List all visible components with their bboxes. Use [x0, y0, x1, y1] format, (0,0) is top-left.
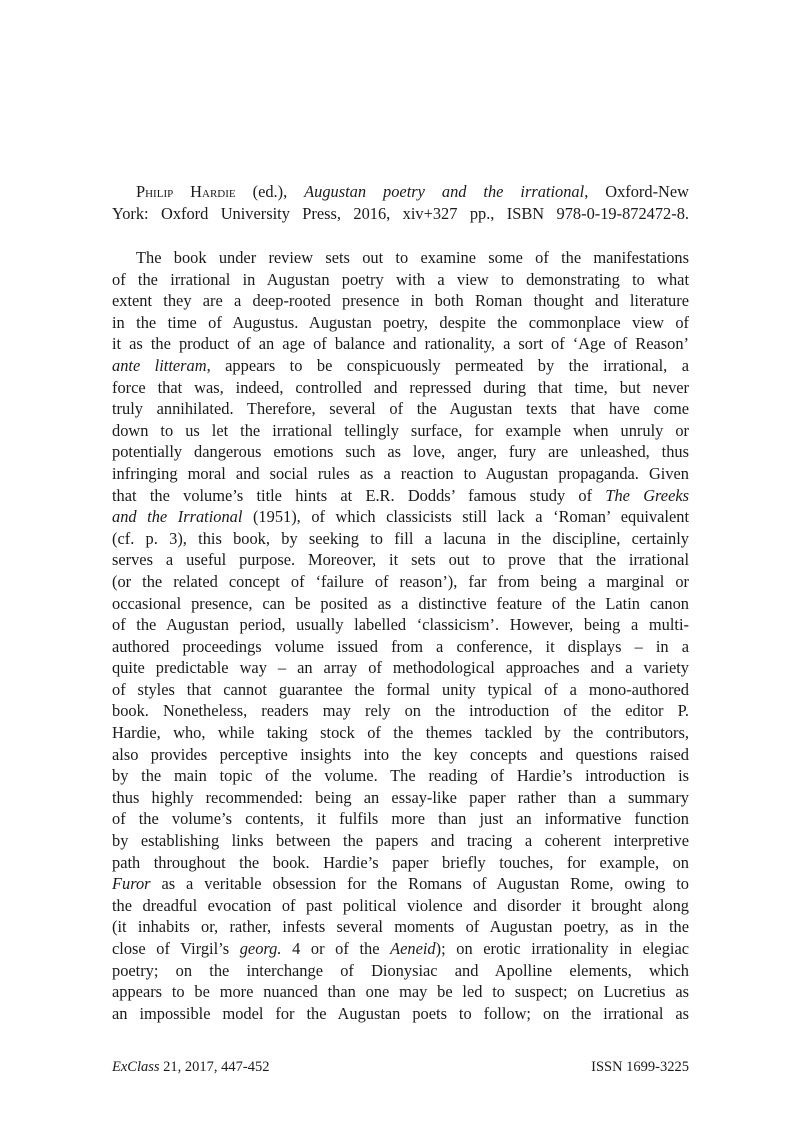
italic-text: The Greeks — [605, 485, 689, 505]
text-segment: The book under review sets out to examine some of the manifestations — [136, 248, 689, 267]
page-footer — [112, 1059, 689, 1076]
italic-text: and the Irrational — [112, 507, 243, 527]
body-line — [112, 485, 689, 507]
text-segment: by establishing links between the papers and tracing a coherent interpretive — [112, 831, 689, 851]
text-segment: by the main topic of the volume. The reading of Hardie’s introduction is — [112, 766, 689, 786]
body-line — [112, 938, 689, 960]
text-segment: it as the product of an age of balance and rationality, a sort of ‘Age of Reason’ — [112, 334, 689, 354]
italic-text: Furor — [112, 874, 151, 894]
body-line — [112, 593, 689, 615]
body-line — [112, 247, 689, 269]
journal-citation — [112, 1059, 270, 1076]
text-segment: the dreadful evocation of past political violence and disorder it brought along — [112, 895, 689, 915]
text-segment: close of Virgil’s — [112, 939, 240, 958]
publisher-place: , Oxford-New — [584, 182, 689, 201]
body-line — [112, 420, 689, 442]
body-line — [112, 528, 689, 550]
body-line — [112, 873, 689, 895]
text-segment: path throughout the book. Hardie’s paper briefly touches, for example, on — [112, 852, 689, 872]
body-line — [112, 398, 689, 420]
body-line — [112, 636, 689, 658]
italic-text: Aeneid — [390, 939, 436, 958]
text-segment: authored proceedings volume issued from a conference, it displays – in a — [112, 636, 689, 656]
body-line — [112, 981, 689, 1003]
body-line — [112, 765, 689, 787]
text-segment: of the irrational in Augustan poetry with a view to demonstrating to what — [112, 269, 689, 289]
text-segment: in the time of Augustus. Augustan poetry, despite the commonplace view of — [112, 312, 689, 332]
text-segment: thus highly recommended: being an essay-like paper rather than a summary — [112, 787, 689, 807]
text-segment: (it inhabits or, rather, infests several moments of Augustan poetry, as in the — [112, 917, 689, 937]
text-segment: (cf. p. 3), this book, by seeking to fill a lacuna in the discipline, certainly — [112, 528, 689, 548]
body-line — [112, 700, 689, 722]
text-segment: also provides perceptive insights into the key concepts and questions raised — [112, 744, 689, 764]
body-line — [112, 333, 689, 355]
body-line — [112, 808, 689, 830]
italic-text: ante litteram — [112, 355, 207, 375]
body-line — [112, 355, 689, 377]
body-line — [112, 722, 689, 744]
review-heading — [112, 181, 689, 224]
issn: ISSN 1699-3225 — [591, 1059, 689, 1075]
author-name: Philip Hardie — [136, 182, 236, 201]
body-line — [112, 377, 689, 399]
text-segment: quite predictable way – an array of methodological approaches and a variety — [112, 658, 689, 678]
text-segment: (1951), of which classicists still lack a ‘Roman’ equivalent — [242, 507, 689, 527]
body-line — [112, 269, 689, 291]
body-line — [112, 960, 689, 982]
body-line — [112, 830, 689, 852]
text-segment: as a veritable obsession for the Romans of Augustan Rome, owing to — [150, 874, 689, 894]
text-segment: down to us let the irrational tellingly surface, for example when unruly or — [112, 420, 689, 440]
editor-note: (ed.), — [235, 182, 305, 201]
text-segment: , appears to be conspicuously permeated by the irrational, a — [206, 355, 689, 375]
body-line — [112, 290, 689, 312]
review-body — [112, 247, 689, 1024]
body-line — [112, 1003, 689, 1025]
body-line — [112, 571, 689, 593]
text-segment: infringing moral and social rules as a reaction to Augustan propaganda. Given — [112, 463, 689, 483]
text-segment: of the volume’s contents, it fulfils more than just an informative function — [112, 809, 689, 829]
text-segment: of the Augustan period, usually labelled ‘classicism’. However, being a multi- — [112, 615, 689, 635]
body-line — [112, 657, 689, 679]
text-segment: of styles that cannot guarantee the formal unity typical of a mono-authored — [112, 679, 689, 699]
text-segment: serves a useful purpose. Moreover, it sets out to prove that the irrational — [112, 550, 689, 570]
body-line — [112, 549, 689, 571]
text-segment: occasional presence, can be posited as a distinctive feature of the Latin canon — [112, 593, 689, 613]
heading-line-1 — [112, 181, 689, 203]
body-line — [112, 852, 689, 874]
body-line — [112, 916, 689, 938]
heading-line-2: York: Oxford University Press, 2016, xiv+327 pp., ISBN 978-0-19-872472-8. — [112, 203, 689, 223]
body-line — [112, 506, 689, 528]
italic-text: georg. — [239, 939, 282, 958]
text-segment: ); on erotic irrationality in elegiac — [435, 939, 689, 958]
body-line — [112, 679, 689, 701]
body-line — [112, 895, 689, 917]
body-line — [112, 463, 689, 485]
body-line — [112, 312, 689, 334]
text-segment: extent they are a deep-rooted presence in both Roman thought and literature — [112, 291, 689, 311]
body-line — [112, 614, 689, 636]
text-segment: book. Nonetheless, readers may rely on the introduction of the editor P. — [112, 701, 689, 721]
body-line — [112, 787, 689, 809]
journal-name: ExClass — [112, 1059, 160, 1075]
book-title: Augustan poetry and the irrational — [304, 182, 585, 201]
volume-pages: 21, 2017, 447-452 — [159, 1059, 270, 1075]
text-segment: appears to be more nuanced than one may be led to suspect; on Lucretius as — [112, 982, 689, 1002]
text-segment: (or the related concept of ‘failure of reason’), far from being a marginal or — [112, 571, 689, 591]
text-segment: that the volume’s title hints at E.R. Dodds’ famous study of — [112, 485, 606, 505]
text-segment: truly annihilated. Therefore, several of the Augustan texts that have come — [112, 399, 689, 419]
text-segment: force that was, indeed, controlled and repressed during that time, but never — [112, 377, 689, 397]
body-line — [112, 744, 689, 766]
text-segment: poetry; on the interchange of Dionysiac and Apolline elements, which — [112, 960, 689, 980]
text-segment: potentially dangerous emotions such as love, anger, fury are unleashed, thus — [112, 442, 689, 462]
text-segment: an impossible model for the Augustan poets to follow; on the irrational as — [112, 1003, 689, 1023]
text-segment: 4 or of the — [281, 939, 391, 958]
body-line — [112, 441, 689, 463]
text-segment: Hardie, who, while taking stock of the themes tackled by the contributors, — [112, 723, 689, 743]
